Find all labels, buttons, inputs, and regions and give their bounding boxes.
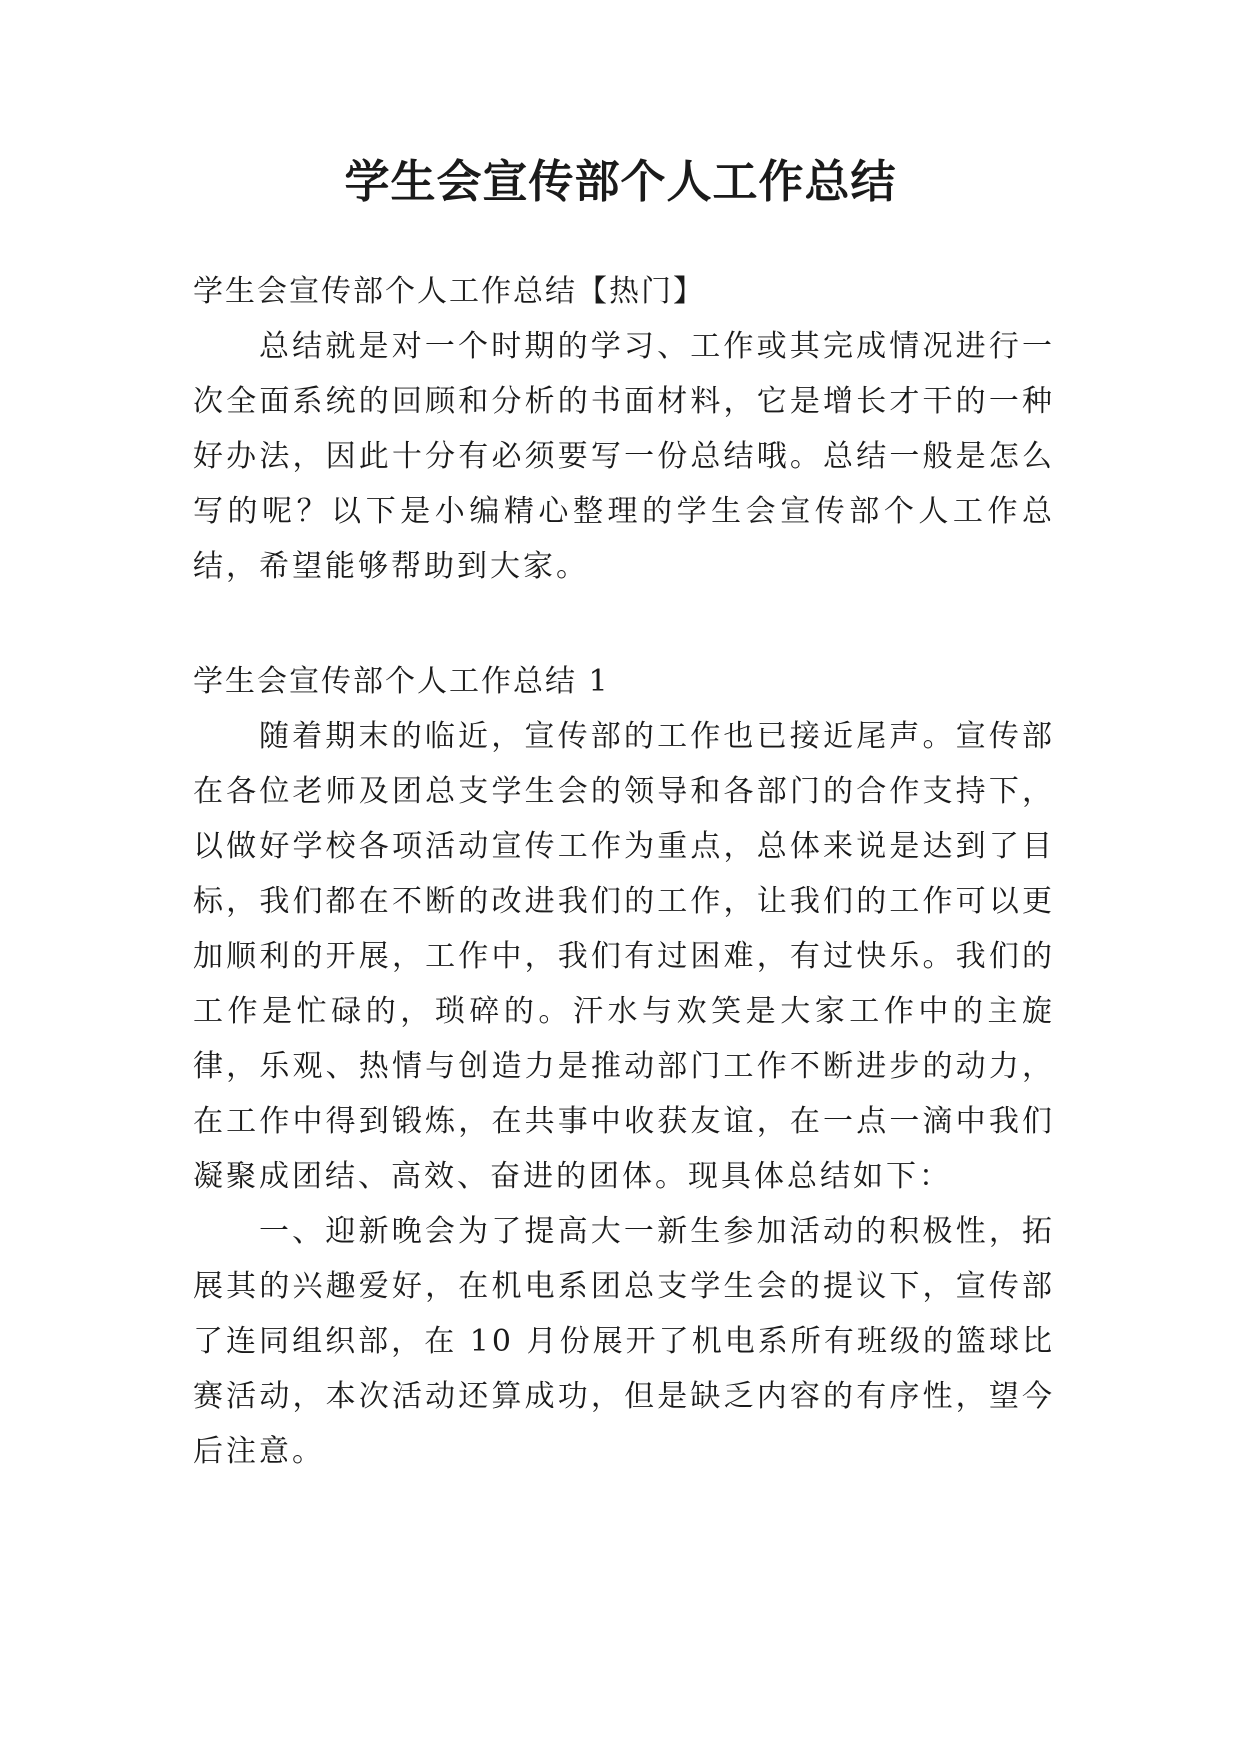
intro-heading: 学生会宣传部个人工作总结【热门】	[193, 274, 705, 309]
section-spacer	[193, 594, 1055, 654]
page-title: 学生会宣传部个人工作总结	[344, 155, 897, 208]
section-heading: 学生会宣传部个人工作总结 1	[193, 664, 610, 699]
section-paragraph: 随着期末的临近，宣传部的工作也已接近尾声。宣传部在各位老师及团总支学生会的领导和各部门的合作支持下，以做好学校各项活动宣传工作为重点，总体来说是达到了目标，我们都在不断的改进我们的工作，让我们的工作可以更加顺利的开展，工作中，我们有过困难，有过快乐。我们的工作是忙碌的，琐碎的。汗水与欢笑是大家工作中的主旋律，乐观、热情与创造力是推动部门工作不断进步的动力，在工作中得到锻炼，在共事中收获友谊，在一点一滴中我们凝聚成团结、高效、奋进的团体。现具体总结如下：	[193, 719, 1055, 1194]
intro-paragraph: 总结就是对一个时期的学习、工作或其完成情况进行一次全面系统的回顾和分析的书面材料，它是增长才干的一种好办法，因此十分有必须要写一份总结哦。总结一般是怎么写的呢？以下是小编精心整理的学生会宣传部个人工作总结，希望能够帮助到大家。	[193, 329, 1055, 584]
document-body	[193, 264, 1055, 1479]
section-paragraph: 一、迎新晚会为了提高大一新生参加活动的积极性，拓展其的兴趣爱好，在机电系团总支学生会的提议下，宣传部了连同组织部，在 10 月份展开了机电系所有班级的篮球比赛活动，本次活动还算成功，但是缺乏内容的有序性，望今后注意。	[193, 1214, 1055, 1469]
